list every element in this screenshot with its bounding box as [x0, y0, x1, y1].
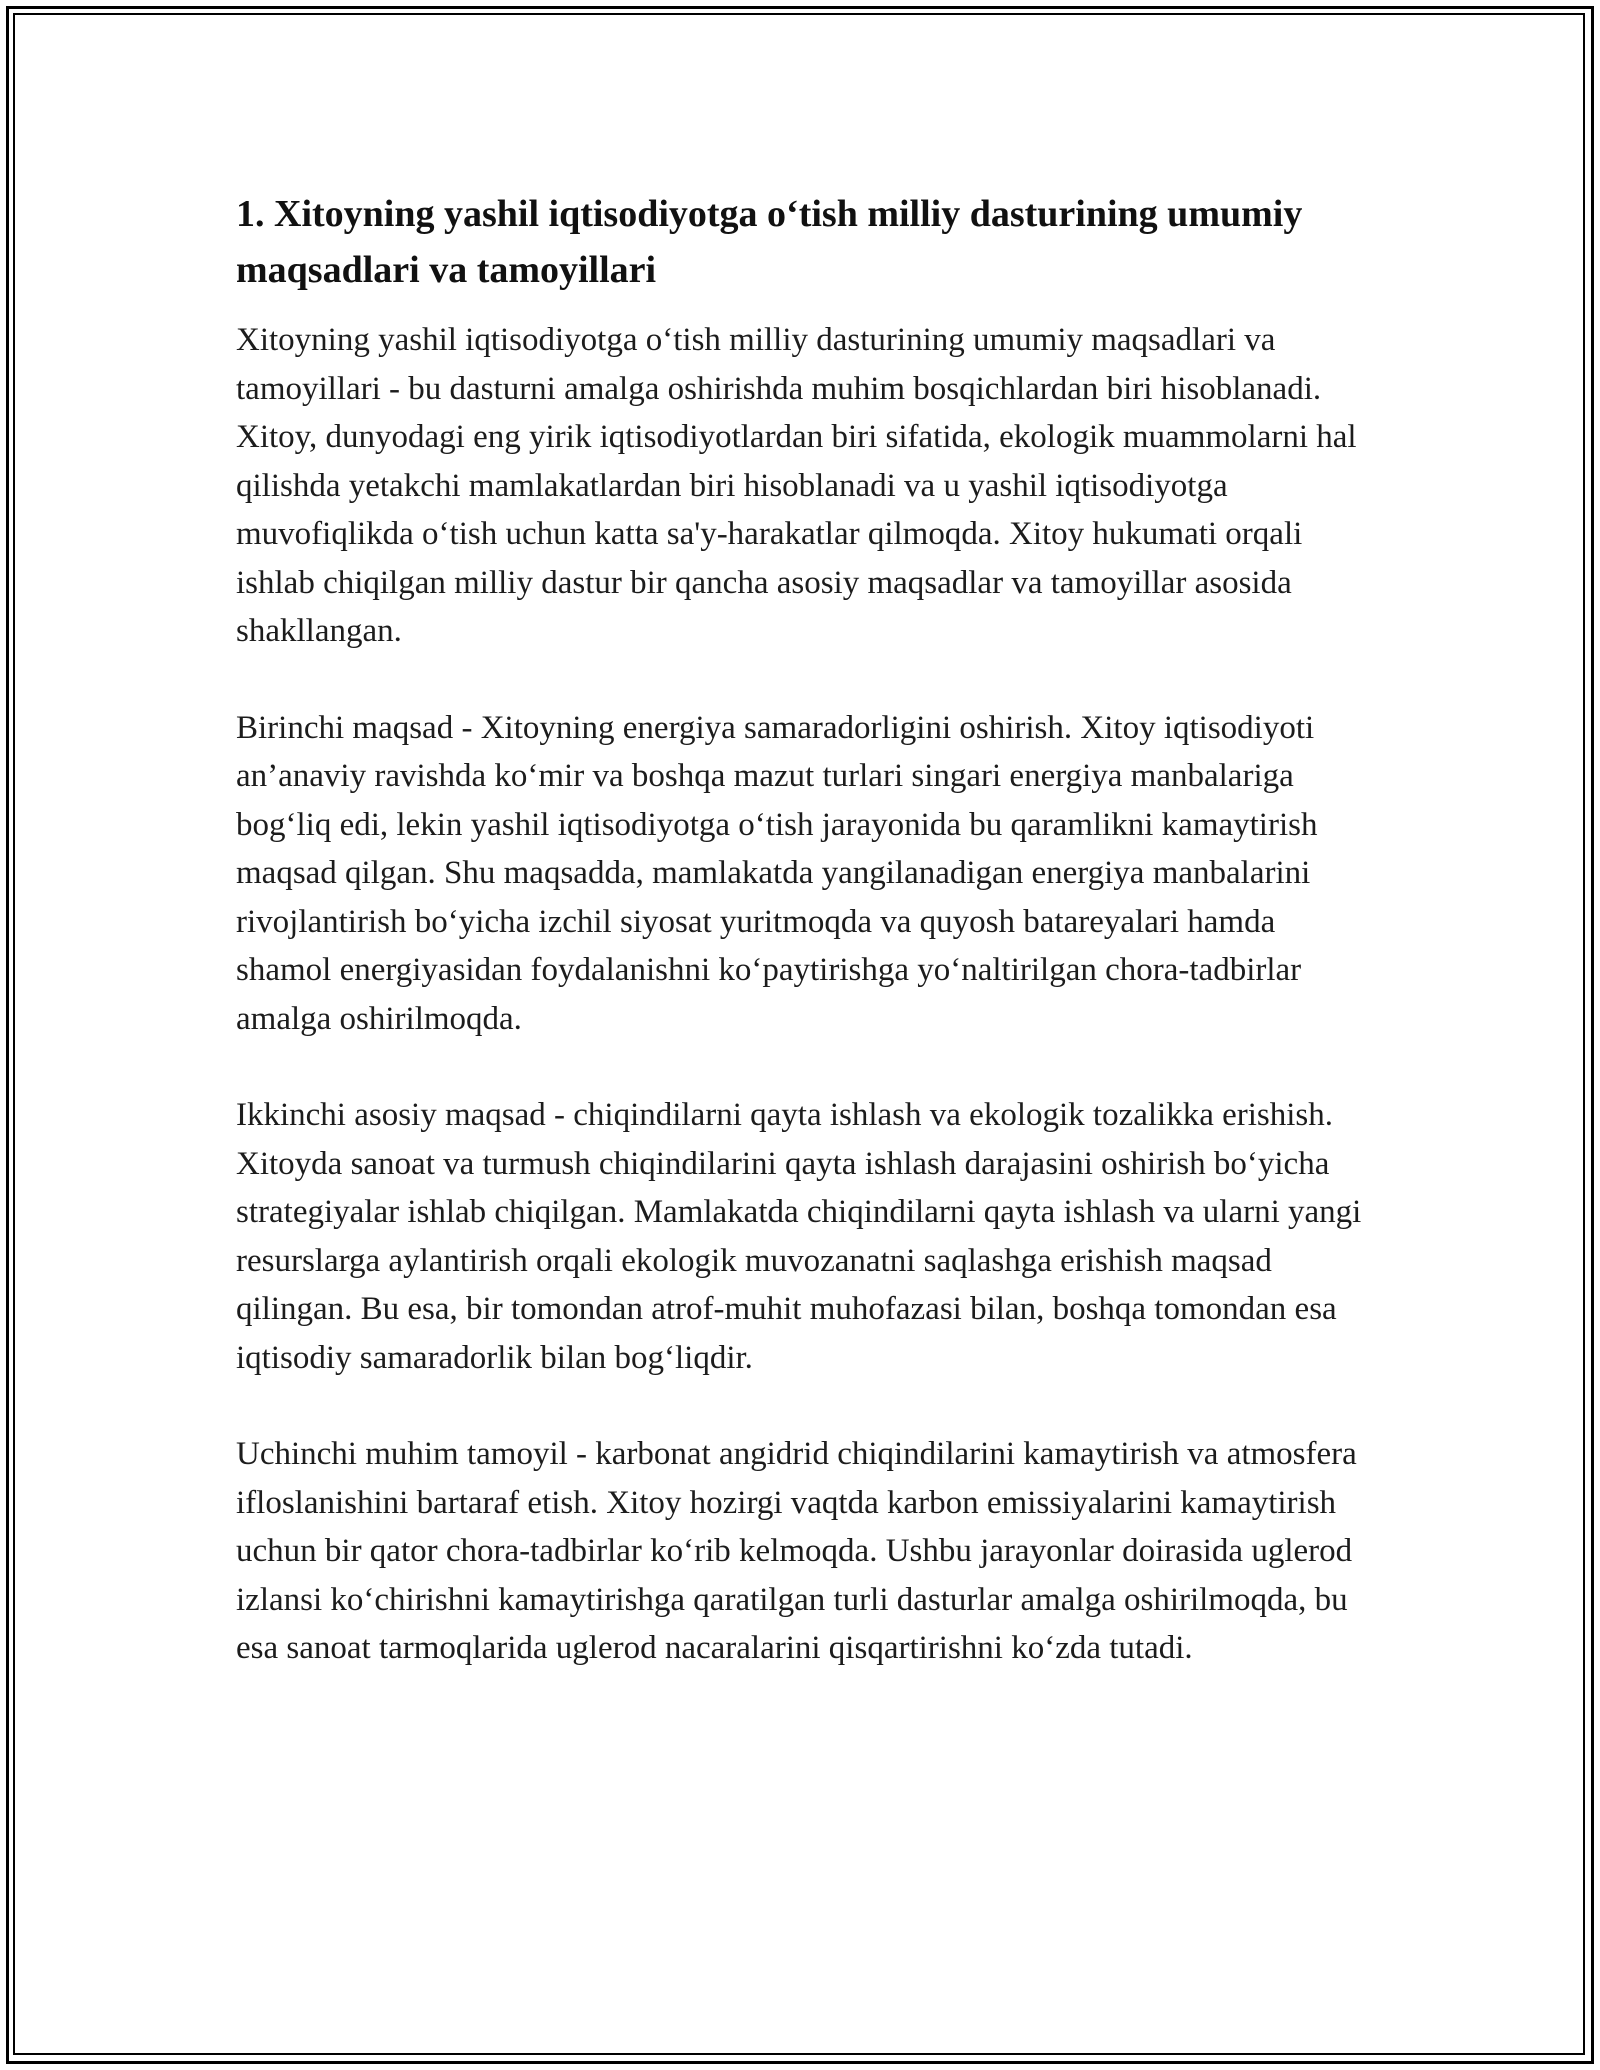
document-body: [236, 186, 1376, 1721]
paragraph-second-goal: Ikkinchi asosiy maqsad - chiqindilarni qayta ishlash va ekologik tozalikka erishish. Xitoyda sanoat va turmush chiqindilarini qayta ishlash darajasini oshirish bo‘yicha strategiyalar ishlab chiqilgan. Mamlakatda chiqindilarni qayta ishlash va ularni yangi resurslarga aylantirish orqali ekologik muvozanatni saqlashga erishish maqsad qilingan. Bu esa, bir tomondan atrof-muhit muhofazasi bilan, boshqa tomondan esa iqtisodiy samaradorlik bilan bog‘liqdir.: [236, 1097, 1362, 1376]
paragraph-intro: Xitoyning yashil iqtisodiyotga o‘tish milliy dasturining umumiy maqsadlari va tamoyillari - bu dasturni amalga oshirishda muhim bosqichlardan biri hisoblanadi. Xitoy, dunyodagi eng yirik iqtisodiyotlardan biri sifatida, ekologik muammolarni hal qilishda yetakchi mamlakatlardan biri hisoblanadi va u yashil iqtisodiyotga muvofiqlikda o‘tish uchun katta sa'y-harakatlar qilmoqda. Xitoy hukumati orqali ishlab chiqilgan milliy dastur bir qancha asosiy maqsadlar va tamoyillar asosida shakllangan.: [236, 322, 1357, 649]
paragraph-first-goal: Birinchi maqsad - Xitoyning energiya samaradorligini oshirish. Xitoy iqtisodiyoti an’anaviy ravishda ko‘mir va boshqa mazut turlari singari energiya manbalariga bog‘liq edi, lekin yashil iqtisodiyotga o‘tish jarayonida bu qaramlikni kamaytirish maqsad qilgan. Shu maqsadda, mamlakatda yangilanadigan energiya manbalarini rivojlantirish bo‘yicha izchil siyosat yuritmoqda va quyosh batareyalari hamda shamol energiyasidan foydalanishni ko‘paytirishga yo‘naltirilgan chora-tadbirlar amalga oshirilmoqda.: [236, 709, 1318, 1037]
paragraph-third-principle: Uchinchi muhim tamoyil - karbonat angidrid chiqindilarini kamaytirish va atmosfera ifloslanishini bartaraf etish. Xitoy hozirgi vaqtda karbon emissiyalarini kamaytirish uchun bir qator chora-tadbirlar ko‘rib kelmoqda. Ushbu jarayonlar doirasida uglerod izlansi ko‘chirishni kamaytirishga qaratilgan turli dasturlar amalga oshirilmoqda, bu esa sanoat tarmoqlarida uglerod nacaralarini qisqartirishni ko‘zda tutadi.: [236, 1436, 1357, 1666]
section-heading: 1. Xitoyning yashil iqtisodiyotga o‘tish milliy dasturining umumiy maqsadlari va tamoyillari: [236, 193, 1303, 291]
